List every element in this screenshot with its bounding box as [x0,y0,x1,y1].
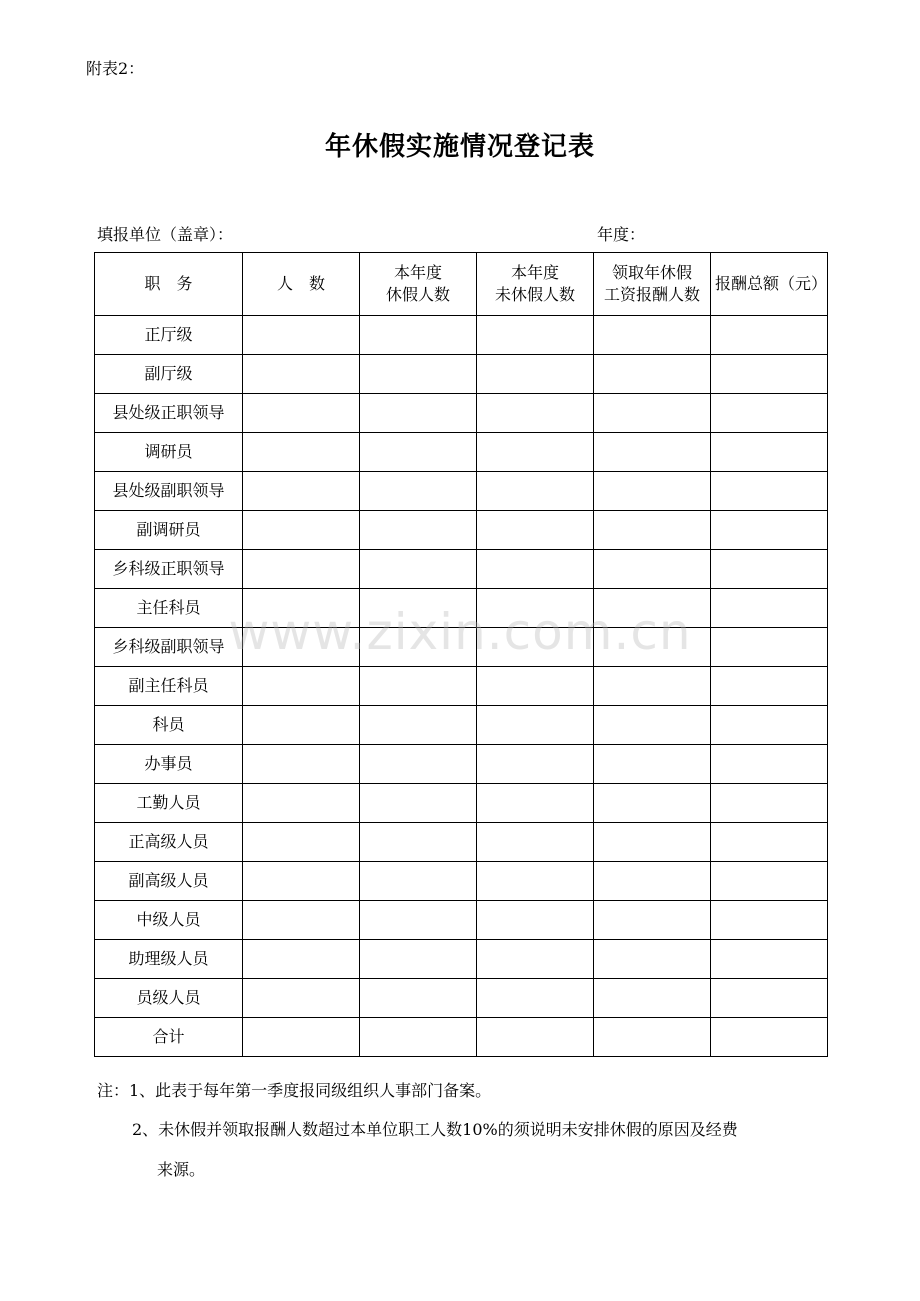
column-header-total-compensation: 报酬总额（元） [711,253,828,316]
table-cell[interactable] [594,472,711,511]
table-cell[interactable] [243,472,360,511]
table-cell[interactable] [711,979,828,1018]
row-label: 中级人员 [95,901,243,940]
table-body [95,316,828,1057]
table-cell[interactable] [360,394,477,433]
row-label: 乡科级副职领导 [95,628,243,667]
table-cell[interactable] [360,511,477,550]
table-cell[interactable] [594,394,711,433]
table-cell[interactable] [477,901,594,940]
table-row [95,394,828,433]
table-cell[interactable] [360,706,477,745]
row-label: 县处级正职领导 [95,394,243,433]
note-line-2: 2、未休假并领取报酬人数超过本单位职工人数10%的须说明未安排休假的原因及经费 [132,1120,738,1139]
table-row [95,355,828,394]
table-cell[interactable] [360,589,477,628]
table-cell[interactable] [477,940,594,979]
table-cell[interactable] [594,862,711,901]
table-row [95,901,828,940]
row-label: 办事员 [95,745,243,784]
table-row [95,745,828,784]
table-row [95,316,828,355]
table-cell[interactable] [243,667,360,706]
table-cell[interactable] [594,550,711,589]
table-cell[interactable] [711,823,828,862]
table-cell[interactable] [594,901,711,940]
column-header-vacation-not-taken: 本年度 未休假人数 [477,253,594,316]
table-cell[interactable] [243,550,360,589]
row-label: 助理级人员 [95,940,243,979]
table-cell[interactable] [243,511,360,550]
table-row [95,550,828,589]
table-cell[interactable] [360,784,477,823]
table-cell[interactable] [711,316,828,355]
table-cell[interactable] [477,511,594,550]
table-cell[interactable] [711,667,828,706]
table-cell[interactable] [477,628,594,667]
table-cell[interactable] [711,472,828,511]
registration-table [94,252,828,1057]
row-label: 主任科员 [95,589,243,628]
table-cell[interactable] [243,823,360,862]
table-row [95,823,828,862]
table-row [95,433,828,472]
table-cell[interactable] [477,784,594,823]
table-cell[interactable] [360,745,477,784]
table-cell[interactable] [477,667,594,706]
table-cell[interactable] [711,511,828,550]
header-row [95,253,828,316]
column-header-compensated: 领取年休假 工资报酬人数 [594,253,711,316]
table-cell[interactable] [477,316,594,355]
table-cell[interactable] [477,550,594,589]
table-cell[interactable] [594,784,711,823]
row-label: 县处级副职领导 [95,472,243,511]
table-cell[interactable] [594,628,711,667]
row-label: 副主任科员 [95,667,243,706]
table-cell[interactable] [360,550,477,589]
table-cell[interactable] [477,1018,594,1057]
table-row [95,940,828,979]
table-cell[interactable] [594,433,711,472]
table-cell[interactable] [711,550,828,589]
table-cell[interactable] [711,433,828,472]
table-cell[interactable] [711,706,828,745]
table-cell[interactable] [243,745,360,784]
table-cell[interactable] [477,355,594,394]
note-line-1: 注：1、此表于每年第一季度报同级组织人事部门备案。 [97,1081,492,1100]
table-cell[interactable] [243,316,360,355]
attachment-label: 附表2： [86,59,145,78]
table-cell[interactable] [360,979,477,1018]
unit-label: 填报单位（盖章）： [97,225,234,244]
table-row [95,1018,828,1057]
table-cell[interactable] [711,589,828,628]
table-cell[interactable] [594,316,711,355]
table-cell[interactable] [360,472,477,511]
column-header-position: 职 务 [95,253,243,316]
table-row [95,667,828,706]
table-cell[interactable] [243,706,360,745]
table-cell[interactable] [711,628,828,667]
table-row [95,979,828,1018]
table-cell[interactable] [477,394,594,433]
table-cell[interactable] [711,355,828,394]
row-label: 调研员 [95,433,243,472]
table-row [95,862,828,901]
table-cell[interactable] [594,667,711,706]
table-cell[interactable] [477,979,594,1018]
year-label: 年度： [597,225,646,244]
table-cell[interactable] [243,1018,360,1057]
row-label: 正高级人员 [95,823,243,862]
watermark: www.zixin.com.cn [228,603,692,661]
table-cell[interactable] [243,628,360,667]
table-cell[interactable] [243,862,360,901]
table-cell[interactable] [243,940,360,979]
page-title: 年休假实施情况登记表 [324,132,595,162]
table-row [95,589,828,628]
table-cell[interactable] [711,784,828,823]
table-row [95,628,828,667]
table-cell[interactable] [360,355,477,394]
row-label: 乡科级正职领导 [95,550,243,589]
table-cell[interactable] [360,901,477,940]
table-cell[interactable] [243,979,360,1018]
table-cell[interactable] [711,862,828,901]
table-cell[interactable] [243,394,360,433]
table-cell[interactable] [711,745,828,784]
row-label: 工勤人员 [95,784,243,823]
table-row [95,706,828,745]
table-cell[interactable] [360,433,477,472]
table-cell[interactable] [477,706,594,745]
table-cell[interactable] [711,940,828,979]
row-label: 合计 [95,1018,243,1057]
table-cell[interactable] [594,589,711,628]
table-cell[interactable] [243,901,360,940]
row-label: 正厅级 [95,316,243,355]
table-cell[interactable] [594,511,711,550]
row-label: 员级人员 [95,979,243,1018]
table-cell[interactable] [360,862,477,901]
table-cell[interactable] [594,979,711,1018]
table-cell[interactable] [360,940,477,979]
note-line-3: 来源。 [157,1160,206,1179]
row-label: 副调研员 [95,511,243,550]
column-header-headcount: 人 数 [243,253,360,316]
table-cell[interactable] [711,901,828,940]
table-cell[interactable] [594,940,711,979]
table-row [95,511,828,550]
table-cell[interactable] [243,589,360,628]
table-cell[interactable] [594,1018,711,1057]
row-label: 副厅级 [95,355,243,394]
table-cell[interactable] [711,1018,828,1057]
table-cell[interactable] [594,355,711,394]
table-cell[interactable] [360,667,477,706]
table-cell[interactable] [594,823,711,862]
row-label: 副高级人员 [95,862,243,901]
table-row [95,472,828,511]
table-cell[interactable] [711,394,828,433]
table-cell[interactable] [594,706,711,745]
table-cell[interactable] [243,355,360,394]
table-cell[interactable] [360,316,477,355]
table-cell[interactable] [477,745,594,784]
table-cell[interactable] [477,472,594,511]
table-cell[interactable] [360,1018,477,1057]
column-header-vacation-taken: 本年度 休假人数 [360,253,477,316]
table-cell[interactable] [477,823,594,862]
table-cell[interactable] [477,862,594,901]
table-row [95,784,828,823]
row-label: 科员 [95,706,243,745]
table-cell[interactable] [243,433,360,472]
table-cell[interactable] [594,745,711,784]
table-cell[interactable] [360,823,477,862]
table-cell[interactable] [477,433,594,472]
table-cell[interactable] [243,784,360,823]
table-cell[interactable] [360,628,477,667]
table-cell[interactable] [477,589,594,628]
